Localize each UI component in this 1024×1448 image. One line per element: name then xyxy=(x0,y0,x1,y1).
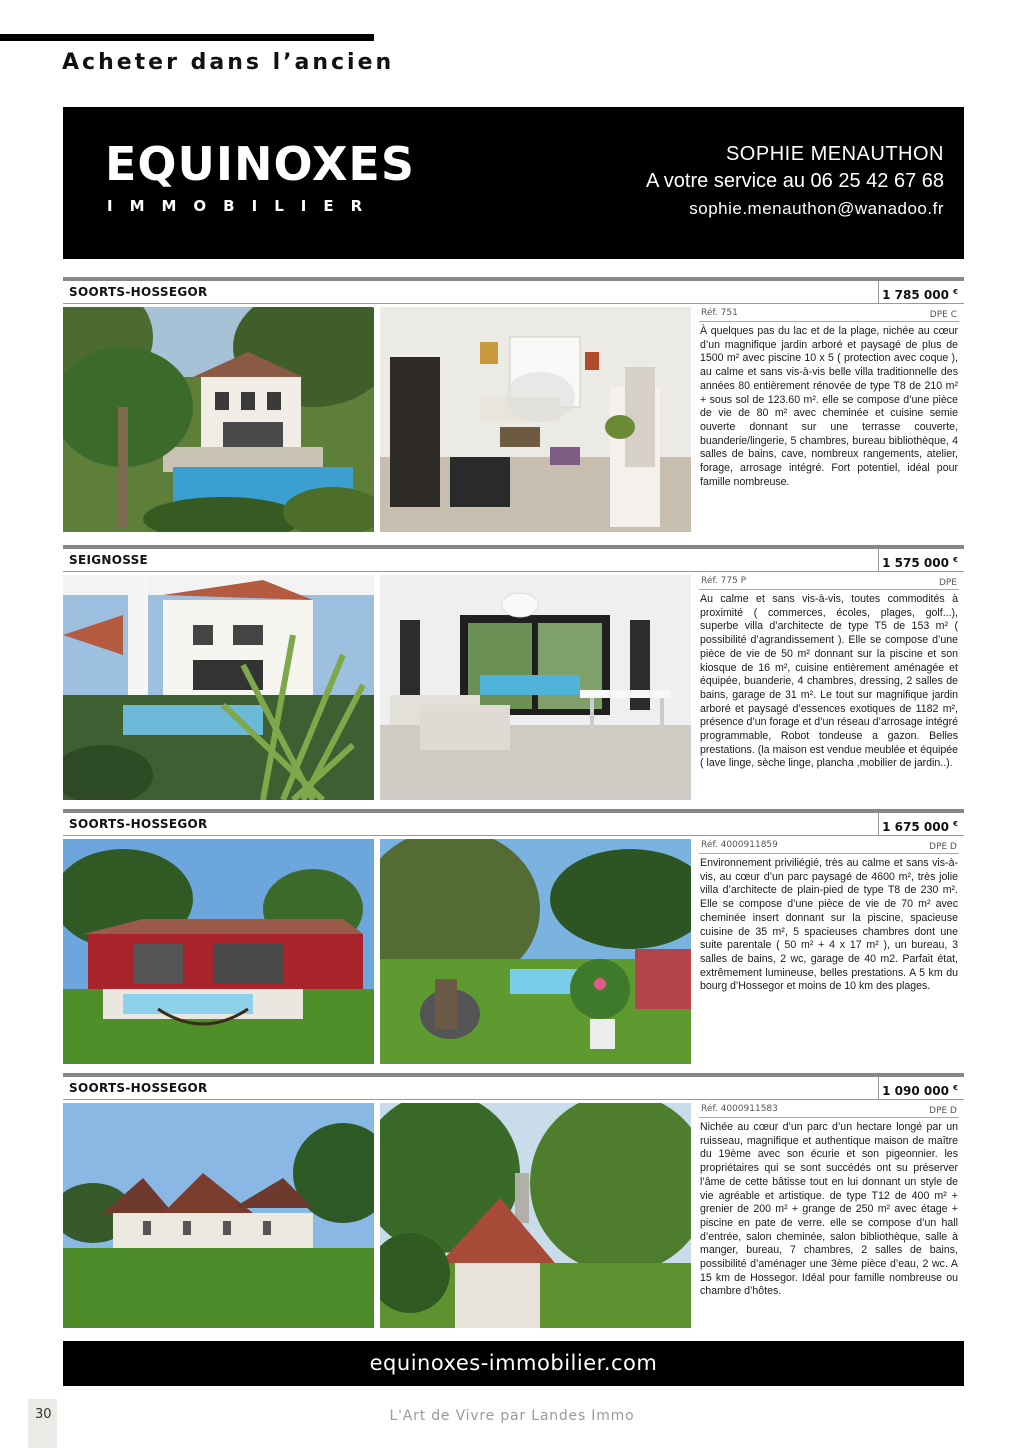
listing-photo-garden[interactable] xyxy=(380,839,691,1064)
listing-description: À quelques pas du lac et de la plage, nichée au cœur d’un magnifique jardin arboré et paysagé de plus de 1500 m² avec piscine 10 x 5 ( protection avec coque ), au calme et sans vis-à-vis belle villa traditionnelle des années 80 entièrement rénovée de type T8 de 210 m² + sous sol de 123.60 m². elle se compose d’une pièce de vie de 80 m² avec cheminée et cuisine semie ouverte donnant sur une terrasse couverte, buanderie/lingerie, 5 chambres, bureau bibliothèque, 4 salles de bains, cave, nombreux rangements, atelier, forage, arrosage intégré. Fort potentiel, idéal pour famille nombreuse. xyxy=(700,325,958,488)
listing-price: 1 090 000 € xyxy=(878,1077,964,1099)
listing-photo-interior[interactable] xyxy=(380,307,691,532)
listing-description: Au calme et sans vis-à-vis, toutes commodités à proximité ( commerces, écoles, plages, golf...), superbe villa d’architecte de type T5 de 153 m² ( possibilité d’agrandissement ). Elle se compose d’une pièce de vie de 50 m² donnant sur la piscine et son kiosque de 16 m², cuisine entièrement aménagée et équipée, buanderie, 4 chambres, dressing, 2 salles de bains, garage de 31 m². Le tout sur magnifique jardin arboré et paysagé d’essences exotiques de 1182 m², présence d’un forage et d’un réseau d’arrosage intégré programmable, Robot tondeuse a gazon. Belles prestations. (la maison est vendue meublée et équipée ( lave linge, sèche linge, plancha ,mobilier de jardin..). xyxy=(700,593,958,770)
listing-meta xyxy=(699,839,959,854)
listing-photo-exterior[interactable] xyxy=(63,1103,374,1328)
magazine-tagline: L'Art de Vivre par Landes Immo xyxy=(389,1408,635,1424)
listing-ref: Réf. 775 P xyxy=(701,576,747,586)
agent-name: SOPHIE MENAUTHON xyxy=(725,143,944,165)
listing-dpe: DPE D xyxy=(929,1106,957,1116)
agency-banner xyxy=(63,107,964,259)
agency-website[interactable]: equinoxes-immobilier.com xyxy=(63,1341,964,1386)
listing-photo-exterior[interactable] xyxy=(63,307,374,532)
listing-card xyxy=(63,1073,964,1335)
listing-dpe: DPE xyxy=(938,578,957,588)
listing-dpe: DPE C xyxy=(929,310,957,320)
listing-header xyxy=(63,809,964,836)
listing-price: 1 785 000 € xyxy=(878,281,964,303)
page-number: 30 xyxy=(35,1407,52,1422)
listing-description: Environnement priviliégié, très au calme et sans vis-à-vis, au cœur d’un parc paysagé de 4600 m², très jolie villa d’architecte de plain-pied de type T8 de 230 m². Elle se compose d’une pièce de vie de 70 m² avec cheminée insert donnant sur la piscine, spacieuse cuisine de 35 m², 5 spacieuses chambres dont une suite parentale ( 50 m² + 4 x 17 m² ), un bureau, 3 salles de bains, 2 wc, garage de 40 m2. Parfait état, extrêmement lumineuse, belles prestations. A 5 km du bourg d’Hossegor et moins de 10 km des plages. xyxy=(700,857,958,993)
listing-meta xyxy=(699,575,959,590)
listing-card xyxy=(63,809,964,1071)
listing-card xyxy=(63,277,964,539)
listing-price: 1 675 000 € xyxy=(878,813,964,835)
agency-logo xyxy=(105,137,415,215)
logo-sub-text: IMMOBILIER xyxy=(107,197,380,215)
listing-header xyxy=(63,545,964,572)
listing-price: 1 575 000 € xyxy=(878,549,964,571)
listing-description: Nichée au cœur d’un parc d’un hectare longé par un ruisseau, magnifique et authentique maison de maître du 19ème avec son écurie et son pigeonnier. les propriétaires qui se sont succédés ont su préserver l’âme de cette bâtisse tout en lui donnant un style de vie agréable et artistique. de type T12 de 400 m² + grenier de 200 m² + grange de 250 m² avec étage + piscine en pate de verre. elle se compose d’un hall d’entrée, salon cheminée, salon bibliothèque, salle à manger, bureau, 7 chambres, 2 salles de bains, possibilité d’aménager une 3ème pièce d’eau, 2 wc. A 15 km de Hossegor. Idéal pour famille nombreuse ou chambre d’hôtes. xyxy=(700,1121,958,1298)
listing-town: SOORTS-HOSSEGOR xyxy=(69,1081,208,1095)
listing-meta xyxy=(699,307,959,322)
section-title: Acheter dans l’ancien xyxy=(62,50,395,75)
listing-card xyxy=(63,545,964,807)
listing-dpe: DPE D xyxy=(929,842,957,852)
listing-ref: Réf. 4000911583 xyxy=(701,1104,778,1114)
listing-town: SOORTS-HOSSEGOR xyxy=(69,817,208,831)
listing-photo-exterior[interactable] xyxy=(63,575,374,800)
agent-contact xyxy=(646,143,944,219)
listing-photo-pigeonnier[interactable] xyxy=(380,1103,691,1328)
logo-main-text: EQUINOXES xyxy=(105,137,415,191)
listing-town: SEIGNOSSE xyxy=(69,553,149,567)
listing-ref: Réf. 751 xyxy=(701,308,738,318)
listing-header xyxy=(63,277,964,304)
listing-header xyxy=(63,1073,964,1100)
listing-meta xyxy=(699,1103,959,1118)
listing-town: SOORTS-HOSSEGOR xyxy=(69,285,208,299)
agent-email[interactable]: sophie.menauthon@wanadoo.fr xyxy=(689,199,944,218)
top-rule xyxy=(0,34,374,41)
listing-photo-interior[interactable] xyxy=(380,575,691,800)
agent-phone: A votre service au 06 25 42 67 68 xyxy=(646,170,944,192)
listing-ref: Réf. 4000911859 xyxy=(701,840,778,850)
listing-photo-exterior[interactable] xyxy=(63,839,374,1064)
